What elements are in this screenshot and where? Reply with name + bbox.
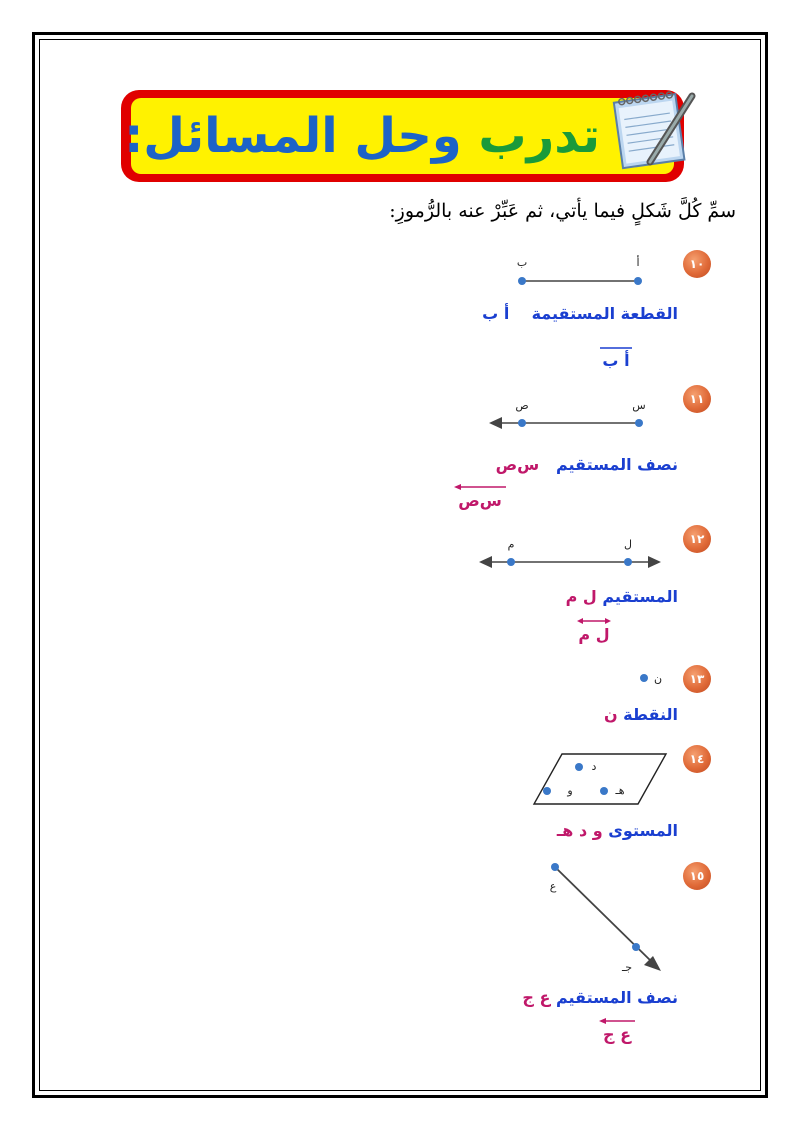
symbol-text-10: أ ب bbox=[602, 351, 630, 370]
point-label-a: أ bbox=[636, 256, 640, 269]
problem-number-14: ١٤ bbox=[683, 745, 711, 773]
answer-letters-10: أ ب bbox=[482, 304, 510, 323]
problem-number-15: ١٥ bbox=[683, 862, 711, 890]
answer-name-13: النقطة bbox=[623, 705, 678, 724]
point-label-ss: ص bbox=[515, 399, 529, 412]
answer-letters-15: ع ج bbox=[522, 988, 551, 1007]
notepad-icon bbox=[600, 84, 700, 176]
point-label-b: ب bbox=[516, 256, 528, 269]
plane-figure bbox=[530, 750, 670, 810]
point-label-m: م bbox=[507, 538, 515, 551]
point-label-ain: ع bbox=[549, 880, 557, 893]
point-label-w: و bbox=[567, 784, 573, 797]
title-part-1: تدرب bbox=[478, 108, 600, 164]
point-label-n: ن bbox=[653, 672, 663, 685]
answer-12 bbox=[566, 587, 678, 606]
point-label-h: هـ bbox=[615, 784, 625, 797]
symbol-12 bbox=[574, 617, 614, 644]
instruction-text: سمِّ كُلَّ شَكلٍ فيما يأتي، ثم عَبِّرْ عنه بالرُّموزِ: bbox=[389, 200, 736, 222]
answer-11 bbox=[496, 455, 678, 474]
problem-number-11: ١١ bbox=[683, 385, 711, 413]
answer-name-11: نصف المستقيم bbox=[555, 455, 678, 474]
title-part-2: وحل المسائل: bbox=[124, 108, 462, 164]
segment-figure bbox=[505, 252, 665, 292]
symbol-10 bbox=[596, 345, 636, 370]
problem-number-10: ١٠ bbox=[683, 250, 711, 278]
point-label-d: د bbox=[591, 760, 597, 773]
symbol-11 bbox=[450, 483, 510, 510]
point-label-jeem: جـ bbox=[621, 961, 633, 974]
page-title bbox=[124, 100, 600, 172]
problem-number-13: ١٣ bbox=[683, 665, 711, 693]
answer-14 bbox=[557, 821, 678, 840]
point-figure bbox=[630, 668, 670, 690]
ray-figure bbox=[485, 395, 660, 435]
answer-name-10: القطعة المستقيمة bbox=[531, 304, 678, 323]
symbol-text-15: ع ج bbox=[602, 1025, 632, 1044]
answer-name-14: المستوى bbox=[608, 821, 678, 840]
answer-15 bbox=[522, 988, 678, 1007]
answer-13 bbox=[604, 705, 678, 724]
answer-letters-11: س‌ص bbox=[495, 455, 540, 474]
answer-letters-14: و د هـ bbox=[556, 821, 603, 840]
line-figure bbox=[475, 535, 665, 575]
symbol-text-12: ل م bbox=[578, 625, 610, 644]
answer-letters-12: ل م bbox=[565, 587, 597, 606]
symbol-text-11: س‌ص bbox=[458, 491, 502, 510]
answer-10 bbox=[482, 304, 678, 323]
answer-name-15: نصف المستقيم bbox=[555, 988, 678, 1007]
point-label-l: ل bbox=[624, 538, 632, 551]
problem-number-12: ١٢ bbox=[683, 525, 711, 553]
ray-figure-diagonal bbox=[535, 855, 670, 980]
answer-name-12: المستقيم bbox=[602, 587, 678, 606]
point-label-s: س bbox=[632, 399, 646, 412]
symbol-15 bbox=[595, 1017, 639, 1044]
answer-letters-13: ن bbox=[603, 705, 618, 724]
